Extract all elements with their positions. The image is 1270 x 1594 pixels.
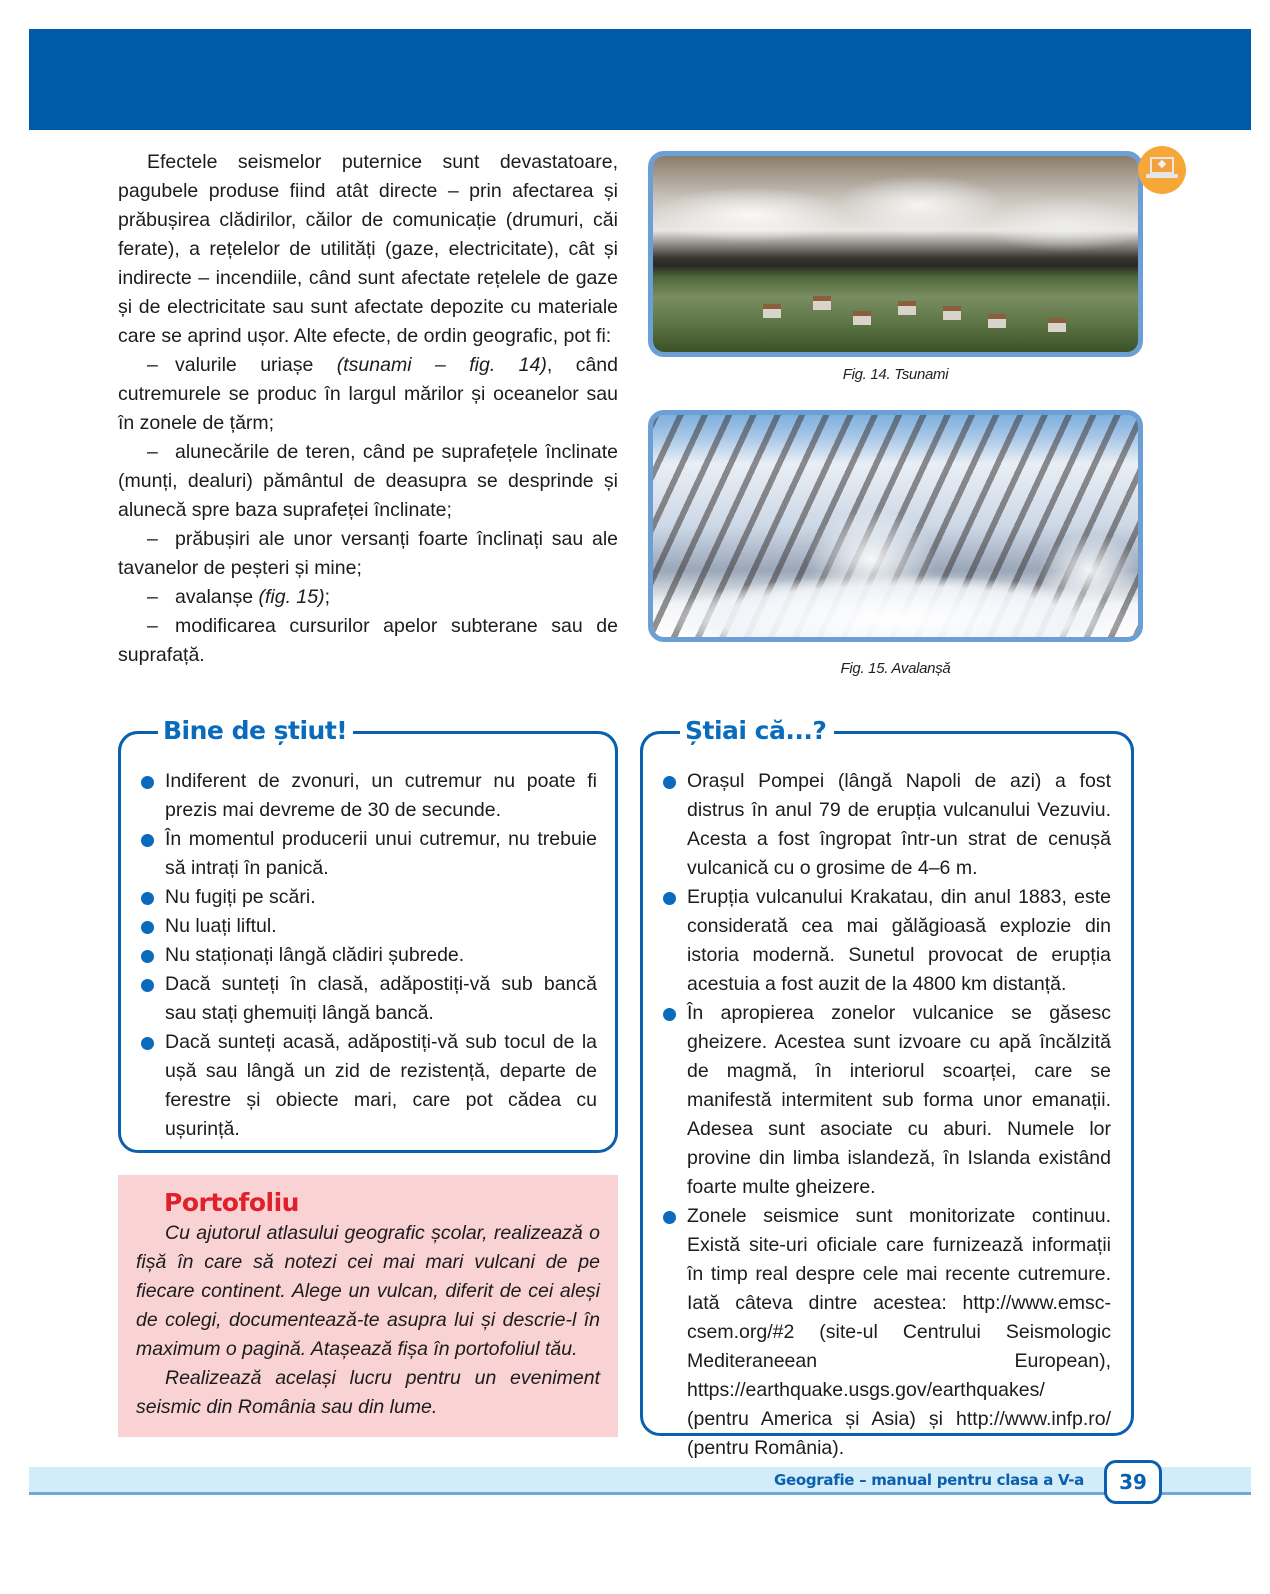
box-title: Știai că...? bbox=[685, 716, 827, 745]
list-item: Dacă sunteți acasă, adăpostiți-vă sub tocul de la ușă sau lângă un zid de rezistență, departe de ferestre și obiecte mari, care pot cădea cu ușurință. bbox=[121, 1028, 597, 1144]
list-item: Dacă sunteți în clasă, adăpostiți-vă sub bancă sau stați ghemuiți lângă bancă. bbox=[121, 970, 597, 1028]
header-band bbox=[29, 29, 1251, 130]
bullet-icon bbox=[663, 1008, 676, 1021]
dash-bullet: – bbox=[147, 441, 158, 463]
dash-bullet: – bbox=[147, 528, 158, 550]
house-shape bbox=[813, 296, 831, 310]
bullet-icon bbox=[663, 892, 676, 905]
avalanche-image bbox=[653, 415, 1138, 637]
portofoliu-paragraph: Cu ajutorul atlasului geografic școlar, realizează o fișă în care să notezi cei mai mari vulcani de pe fiecare continent. Alege un vulcan, diferit de cei aleși de colegi, documentează-te asupra lui și descrie-l în maximum o pagină. Atașează fișa în portofoliul tău. bbox=[136, 1222, 600, 1360]
stiai-ca-box bbox=[640, 716, 1134, 1459]
bullet-icon bbox=[141, 979, 154, 992]
figure-caption: Fig. 14. Tsunami bbox=[842, 366, 949, 383]
effect-item: – prăbușiri ale unor versanți foarte înclinați sau ale tavanelor de peșteri și mine; bbox=[118, 525, 618, 583]
avalanche-photo bbox=[648, 410, 1143, 642]
main-text bbox=[118, 148, 618, 670]
facts-list bbox=[643, 767, 1111, 1463]
bullet-icon bbox=[141, 776, 154, 789]
tips-list bbox=[121, 767, 597, 1144]
portofoliu-box bbox=[118, 1175, 618, 1437]
effect-item: – valurile uriașe (tsunami – fig. 14), când cutremurele se produc în largul mărilor și oceanelor sau în zonele de țărm; bbox=[118, 351, 618, 438]
house-shape bbox=[898, 301, 916, 315]
bullet-icon bbox=[663, 1211, 676, 1224]
box-title: Portofoliu bbox=[164, 1188, 299, 1217]
bullet-icon bbox=[663, 776, 676, 789]
list-item: Nu fugiți pe scări. bbox=[121, 883, 597, 912]
list-item: Indiferent de zvonuri, un cutremur nu poate fi prezis mai devreme de 30 de secunde. bbox=[121, 767, 597, 825]
list-item: În momentul producerii unui cutremur, nu trebuie să intrați în panică. bbox=[121, 825, 597, 883]
intro-paragraph: Efectele seismelor puternice sunt devastatoare, pagubele produse fiind atât directe – prin afectarea și prăbușirea clădirilor, căilor de comunicație (drumuri, căi ferate), a rețelelor de utilități (gaze, electricitate), cât și indirecte – incendiile, când sunt afectate rețelele de gaze și de electricitate sau sunt afectate depozite cu materiale care se aprind ușor. Alte efecte, de ordin geografic, pot fi: bbox=[118, 151, 618, 347]
effect-item: – modificarea cursurilor apelor subterane sau de suprafață. bbox=[118, 612, 618, 670]
dash-bullet: – bbox=[147, 354, 158, 376]
figure-reference: (tsunami – fig. 14) bbox=[336, 354, 547, 376]
bullet-icon bbox=[141, 892, 154, 905]
house-shape bbox=[853, 311, 871, 325]
portofoliu-paragraph: Realizează același lucru pentru un eveniment seismic din România sau din lume. bbox=[136, 1367, 600, 1418]
dash-bullet: – bbox=[147, 586, 158, 608]
list-item: Zonele seismice sunt monitorizate continuu. Există site-uri oficiale care furnizează informații în timp real despre cele mai recente cutremure. Iată câteva dintre acestea: http://www.emsc-csem.org/#2 (site-ul Centrului Seismologic Mediteraneean European), https://earthquake.usgs.gov/earthquakes/ (pentru America și Asia) și http://www.infp.ro/ (pentru România). bbox=[643, 1202, 1111, 1463]
box-title: Bine de știut! bbox=[163, 716, 348, 745]
bine-de-stiut-box bbox=[118, 716, 618, 1153]
effect-item: – avalanșe (fig. 15); bbox=[118, 583, 618, 612]
list-item: Erupția vulcanului Krakatau, din anul 1883, este considerată cea mai gălăgioasă explozie din istoria modernă. Sunetul provocat de erupția acestuia a fost auzit de la 4800 km distanță. bbox=[643, 883, 1111, 999]
bullet-icon bbox=[141, 834, 154, 847]
figure-caption: Fig. 15. Avalanșă bbox=[840, 660, 951, 677]
house-shape bbox=[1048, 318, 1066, 332]
bullet-icon bbox=[141, 950, 154, 963]
dash-bullet: – bbox=[147, 615, 158, 637]
figure-reference: (fig. 15) bbox=[258, 586, 325, 608]
book-title: Geografie – manual pentru clasa a V-a bbox=[773, 1471, 1084, 1489]
list-item: Nu staționați lângă clădiri șubrede. bbox=[121, 941, 597, 970]
laptop-icon[interactable] bbox=[1138, 146, 1186, 194]
house-shape bbox=[943, 306, 961, 320]
list-item: Orașul Pompei (lângă Napoli de azi) a fost distrus în anul 79 de erupția vulcanului Vezuviu. Acesta a fost îngropat într-un strat de cenușă vulcanică cu o grosime de 4–6 m. bbox=[643, 767, 1111, 883]
house-shape bbox=[988, 314, 1006, 328]
tsunami-photo bbox=[648, 151, 1143, 357]
list-item: În apropierea zonelor vulcanice se găsesc gheizere. Acestea sunt izvoare cu apă încălzită de magmă, în interiorul scoarței, care se manifestă intermitent sub forma unor emanații. Adesea sunt asociate cu aburi. Numele lor provine din limba islandeză, în Islanda existând foarte multe gheizere. bbox=[643, 999, 1111, 1202]
bullet-icon bbox=[141, 921, 154, 934]
bullet-icon bbox=[141, 1037, 154, 1050]
effect-item: – alunecările de teren, când pe suprafețele înclinate (munți, dealuri) pământul de deasupra se desprinde și alunecă spre baza suprafeței înclinate; bbox=[118, 438, 618, 525]
figure-tsunami bbox=[648, 151, 1143, 383]
page-number: 39 bbox=[1104, 1460, 1162, 1504]
figure-avalanche bbox=[648, 410, 1143, 677]
house-shape bbox=[763, 304, 781, 318]
list-item: Nu luați liftul. bbox=[121, 912, 597, 941]
